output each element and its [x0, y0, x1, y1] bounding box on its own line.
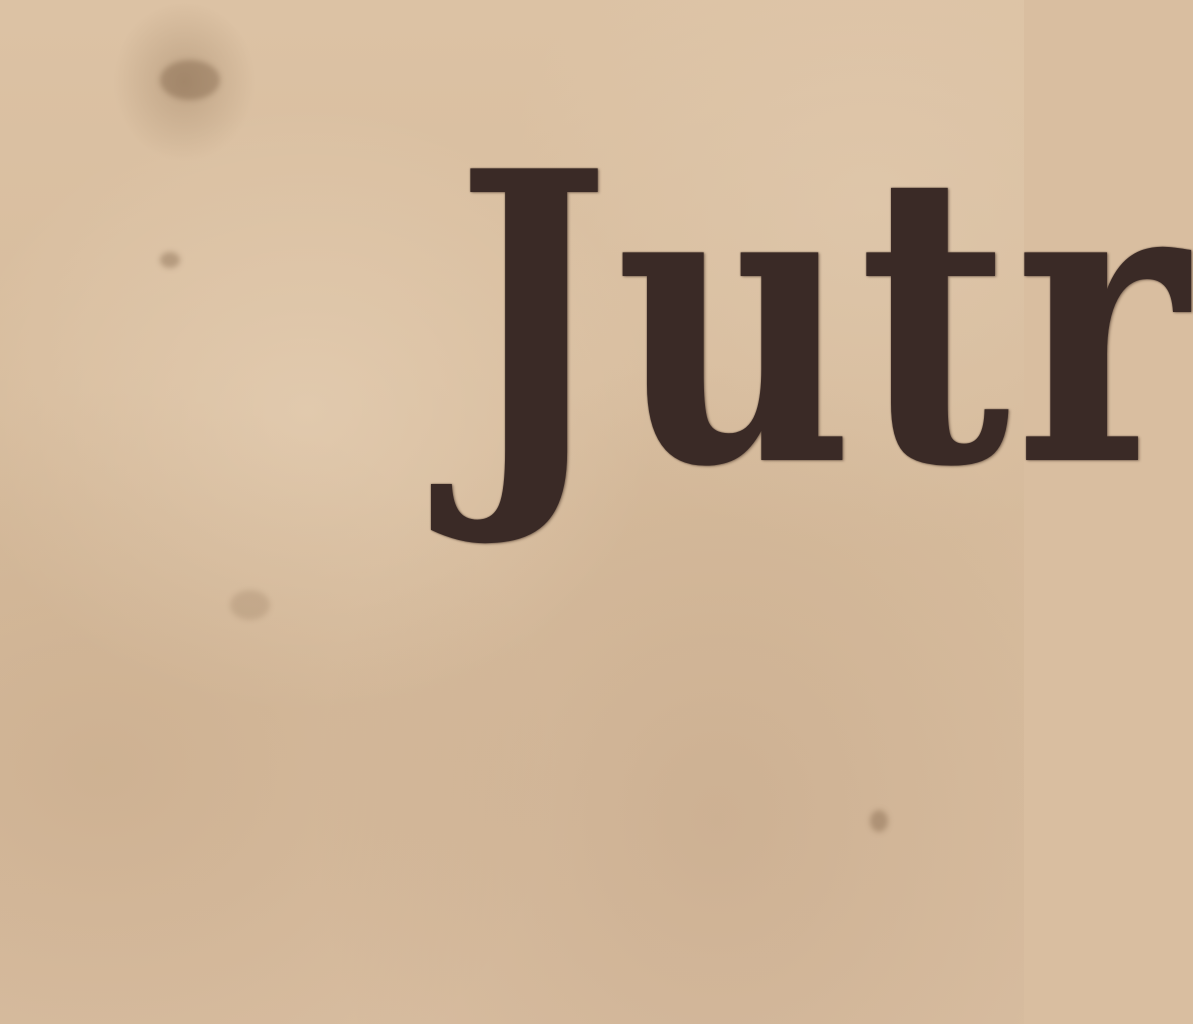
paper-stain — [870, 810, 888, 832]
paper-stain — [160, 60, 220, 100]
paper-stain — [160, 252, 180, 268]
printed-word: Jutr — [455, 85, 1193, 555]
paper-stain — [230, 590, 270, 620]
